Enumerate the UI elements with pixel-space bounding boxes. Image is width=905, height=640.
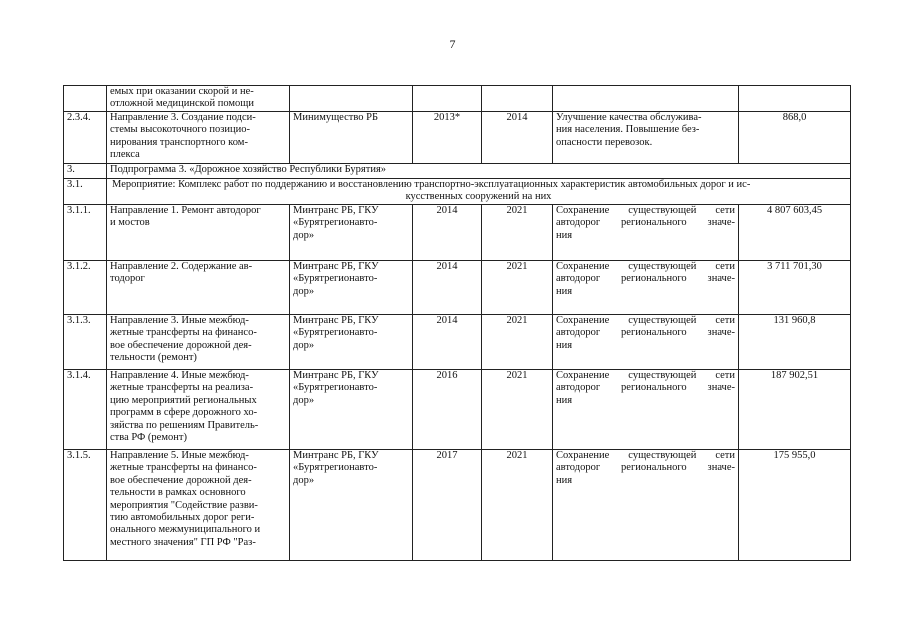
row-sum: 131 960,8 — [739, 315, 851, 370]
row-result-line: Сохранение существующей сети — [556, 450, 735, 461]
row-name-line: и мостов — [110, 217, 150, 229]
table-row — [64, 86, 851, 112]
row-code: 3.1.3. — [64, 315, 107, 370]
row-executor-line: Минтранс РБ, ГКУ — [293, 370, 379, 381]
row-year-start: 2014 — [413, 315, 482, 370]
row-result — [553, 112, 739, 164]
row-executor-line: Минтранс РБ, ГКУ — [293, 205, 379, 216]
measure-title — [107, 179, 851, 205]
row-executor-line: дор» — [293, 339, 315, 351]
row-code: 3. — [64, 164, 107, 179]
row-name-line: отложной медицинской помощи — [110, 98, 255, 110]
row-result-line: ния — [556, 474, 573, 486]
subprogram-title: Подпрограмма 3. «Дорожное хозяйство Республики Бурятия» — [107, 164, 851, 179]
row-result — [553, 315, 739, 370]
row-result — [553, 86, 739, 112]
row-result-line: автодорог регионального значе- — [556, 462, 735, 474]
row-year-start: 2013* — [413, 112, 482, 164]
row-year-start: 2014 — [413, 261, 482, 315]
row-code: 3.1.4. — [64, 370, 107, 450]
row-result-line: автодорог регионального значе- — [556, 327, 735, 339]
table-row — [64, 370, 851, 450]
row-result — [553, 370, 739, 450]
row-year-end: 2021 — [482, 205, 553, 261]
row-executor — [290, 86, 413, 112]
row-year-end: 2021 — [482, 450, 553, 561]
row-year-start — [413, 86, 482, 112]
row-code — [64, 86, 107, 112]
row-sum: 187 902,51 — [739, 370, 851, 450]
row-code: 2.3.4. — [64, 112, 107, 164]
row-result-line: ния — [556, 339, 573, 351]
row-name — [107, 86, 290, 112]
row-name-line: нирования транспортного ком- — [110, 136, 248, 148]
row-name — [107, 315, 290, 370]
row-sum: 175 955,0 — [739, 450, 851, 561]
row-result-line: автодорог регионального значе- — [556, 217, 735, 229]
row-year-start: 2014 — [413, 205, 482, 261]
row-name-line: жетные трансферты на финансо- — [110, 327, 257, 339]
table-row — [64, 450, 851, 561]
row-executor-line: «Бурятрегионавто- — [293, 273, 378, 285]
row-code: 3.1.1. — [64, 205, 107, 261]
row-name-line: мероприятия "Содействие разви- — [110, 499, 258, 511]
row-executor-line: Минимущество РБ — [293, 112, 378, 123]
row-name-line: вое обеспечение дорожной дея- — [110, 339, 252, 351]
row-executor — [290, 112, 413, 164]
table-row — [64, 261, 851, 315]
row-name — [107, 112, 290, 164]
row-name-line: тельности в рамках основного — [110, 487, 246, 499]
row-name-line: Направление 3. Создание подси- — [110, 112, 256, 123]
row-name — [107, 261, 290, 315]
row-name — [107, 370, 290, 450]
row-result — [553, 205, 739, 261]
row-name-line: местного значения" ГП РФ "Раз- — [110, 536, 256, 548]
row-name-line: Направление 2. Содержание ав- — [110, 261, 253, 272]
row-name-line: Направление 1. Ремонт автодорог — [110, 205, 261, 216]
row-year-end: 2014 — [482, 112, 553, 164]
row-result-line: ния — [556, 285, 573, 297]
row-result-line: ния — [556, 394, 573, 406]
row-executor-line: «Бурятрегионавто- — [293, 327, 378, 339]
measures-table — [63, 85, 851, 561]
row-name-line: Направление 3. Иные межбюд- — [110, 315, 249, 326]
row-name-line: емых при оказании скорой и не- — [110, 86, 254, 97]
row-executor — [290, 370, 413, 450]
row-executor-line: «Бурятрегионавто- — [293, 462, 378, 474]
row-result-line: автодорог регионального значе- — [556, 273, 735, 285]
row-code: 3.1.2. — [64, 261, 107, 315]
table-row-section — [64, 179, 851, 205]
row-result-line: Сохранение существующей сети — [556, 261, 735, 272]
row-result-line: ния — [556, 229, 573, 241]
row-name-line: тию автомобильных дорог реги- — [110, 512, 255, 524]
row-year-end: 2021 — [482, 261, 553, 315]
row-result-line: Сохранение существующей сети — [556, 315, 735, 326]
row-year-start: 2017 — [413, 450, 482, 561]
row-executor-line: дор» — [293, 474, 315, 486]
row-name-line: вое обеспечение дорожной дея- — [110, 474, 252, 486]
row-result-line: ния населения. Повышение без- — [556, 124, 700, 136]
row-year-end: 2021 — [482, 370, 553, 450]
row-executor-line: дор» — [293, 394, 315, 406]
row-executor — [290, 315, 413, 370]
row-executor-line: Минтранс РБ, ГКУ — [293, 261, 379, 272]
page-number: 7 — [449, 37, 456, 51]
row-sum — [739, 86, 851, 112]
row-result — [553, 261, 739, 315]
row-result-line: Сохранение существующей сети — [556, 370, 735, 381]
row-name-line: Направление 5. Иные межбюд- — [110, 450, 249, 461]
row-sum: 3 711 701,30 — [739, 261, 851, 315]
row-year-start: 2016 — [413, 370, 482, 450]
row-code: 3.1. — [64, 179, 107, 205]
row-executor-line: Минтранс РБ, ГКУ — [293, 450, 379, 461]
row-executor-line: дор» — [293, 229, 315, 241]
row-name-line: жетные трансферты на финансо- — [110, 462, 257, 474]
row-name-line: жетные трансферты на реализа- — [110, 382, 254, 394]
row-result-line: опасности перевозок. — [556, 136, 653, 148]
row-sum: 868,0 — [739, 112, 851, 164]
row-result-line: автодорог регионального значе- — [556, 382, 735, 394]
row-executor-line: дор» — [293, 285, 315, 297]
row-executor-line: «Бурятрегионавто- — [293, 382, 378, 394]
row-name-line: тодорог — [110, 273, 145, 285]
row-result-line: Сохранение существующей сети — [556, 205, 735, 216]
row-name — [107, 205, 290, 261]
table-row — [64, 315, 851, 370]
row-result — [553, 450, 739, 561]
table-row — [64, 112, 851, 164]
table-row — [64, 205, 851, 261]
row-name-line: Направление 4. Иные межбюд- — [110, 370, 249, 381]
row-name-line: онального межмуниципального и — [110, 524, 261, 536]
row-code: 3.1.5. — [64, 450, 107, 561]
row-name-line: стемы высокоточного позицио- — [110, 124, 250, 136]
row-executor — [290, 205, 413, 261]
row-name — [107, 450, 290, 561]
row-result-line: Улучшение качества обслужива- — [556, 112, 702, 123]
row-executor-line: Минтранс РБ, ГКУ — [293, 315, 379, 326]
row-executor — [290, 261, 413, 315]
measure-title-line: кусственных сооружений на них — [405, 191, 552, 203]
row-name-line: цию мероприятий региональных — [110, 394, 257, 406]
row-name-line: ства РФ (ремонт) — [110, 432, 187, 444]
table-row-section — [64, 164, 851, 179]
row-name-line: зяйства по решениям Правитель- — [110, 419, 259, 431]
row-sum: 4 807 603,45 — [739, 205, 851, 261]
row-name-line: тельности (ремонт) — [110, 352, 197, 364]
row-year-end — [482, 86, 553, 112]
row-name-line: плекса — [110, 149, 140, 161]
row-executor — [290, 450, 413, 561]
row-executor-line: «Бурятрегионавто- — [293, 217, 378, 229]
row-year-end: 2021 — [482, 315, 553, 370]
measure-title-line: Мероприятие: Комплекс работ по поддержанию и восстановлению транспортно-эксплуатационных характеристик автомобильных дорог и ис- — [112, 179, 751, 190]
row-name-line: программ в сфере дорожного хо- — [110, 407, 258, 419]
